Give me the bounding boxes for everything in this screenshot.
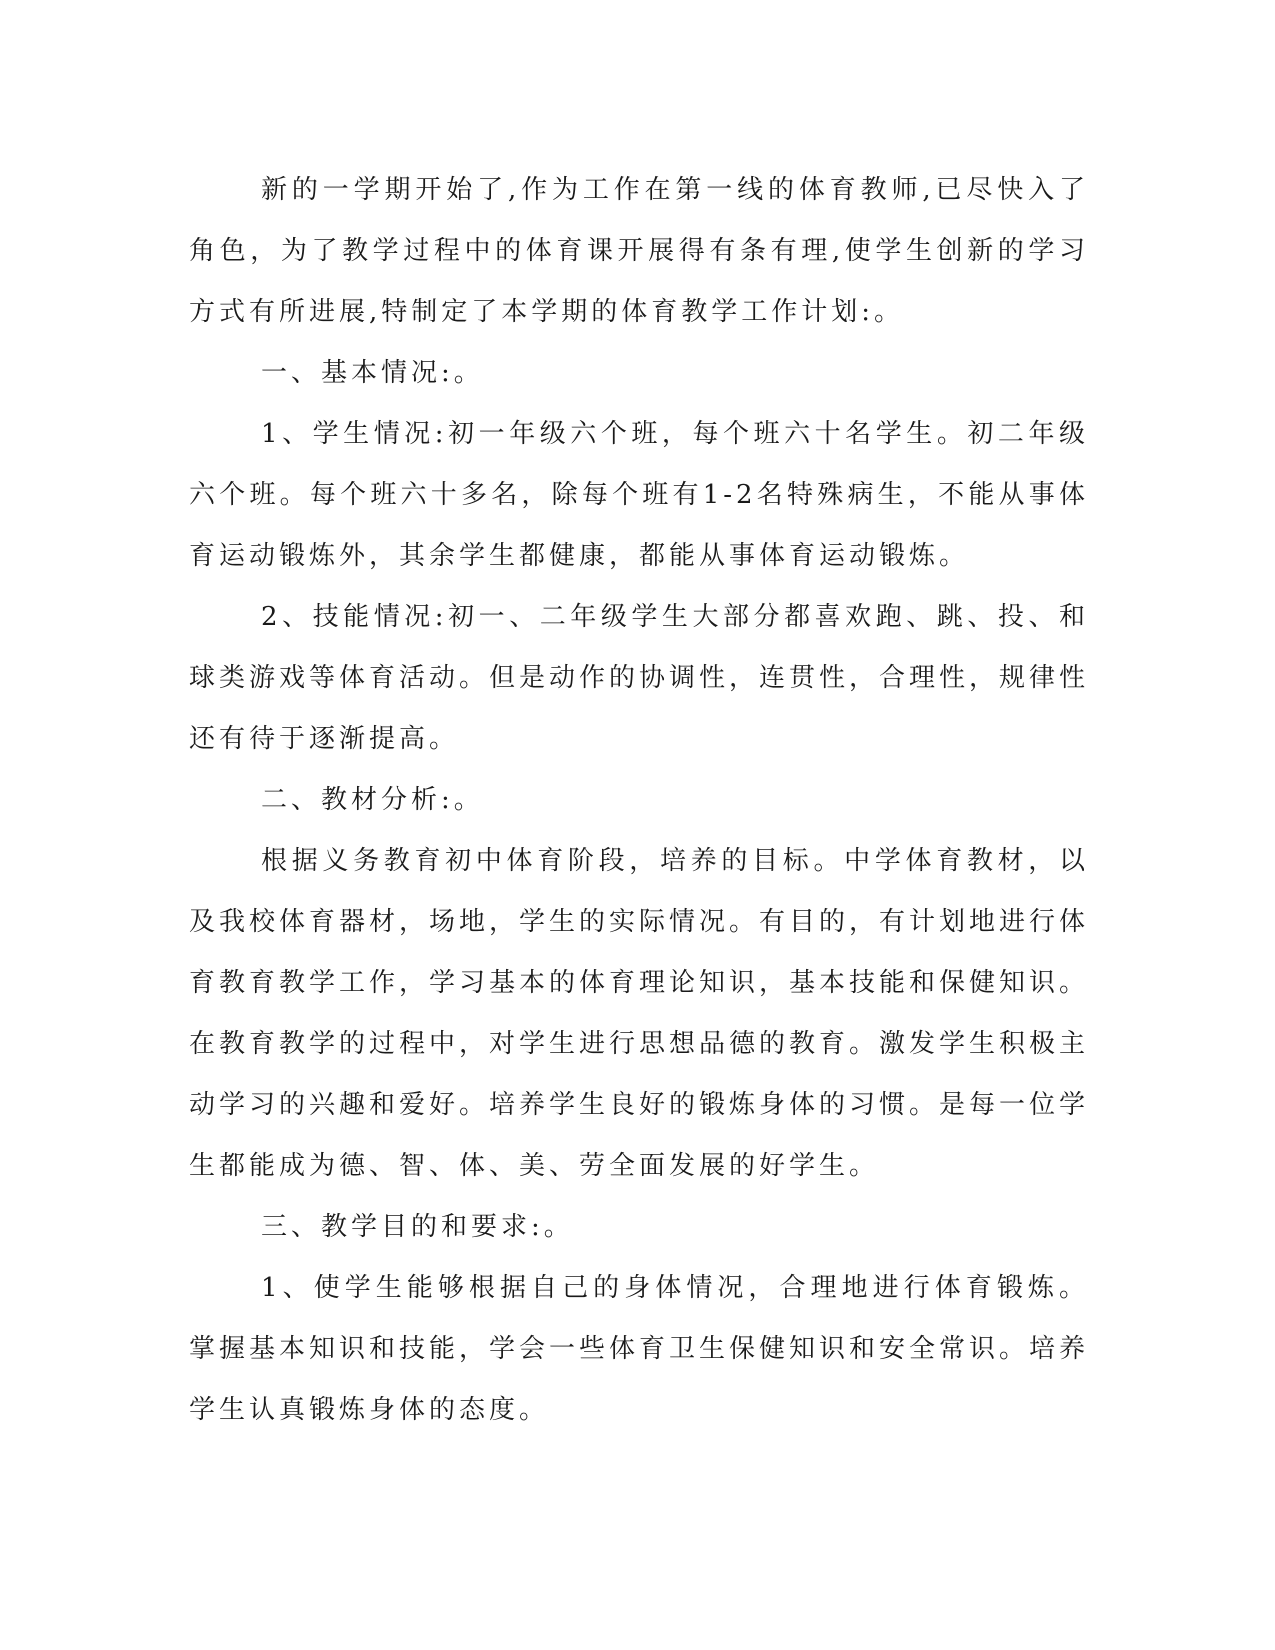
document-body: [189, 160, 1089, 1441]
skill-situation-paragraph: 2、技能情况:初一、二年级学生大部分都喜欢跑、跳、投、和球类游戏等体育活动。但是动作的协调性，连贯性，合理性，规律性还有待于逐渐提高。: [189, 602, 1090, 754]
section-heading-goals-requirements: 三、教学目的和要求:。: [261, 1212, 574, 1242]
textbook-analysis-paragraph: 根据义务教育初中体育阶段，培养的目标。中学体育教材，以及我校体育器材，场地，学生的实际情况。有目的，有计划地进行体育教育教学工作，学习基本的体育理论知识，基本技能和保健知识。在教育教学的过程中，对学生进行思想品德的教育。激发学生积极主动学习的兴趣和爱好。培养学生良好的锻炼身体的习惯。是每一位学生都能成为德、智、体、美、劳全面发展的好学生。: [189, 846, 1090, 1181]
section-heading-basic-situation: 一、基本情况:。: [261, 358, 484, 388]
goal-item-1-paragraph: 1、使学生能够根据自己的身体情况，合理地进行体育锻炼。掌握基本知识和技能，学会一些体育卫生保健知识和安全常识。培养学生认真锻炼身体的态度。: [189, 1273, 1090, 1425]
intro-paragraph: 新的一学期开始了,作为工作在第一线的体育教师,已尽快入了角色，为了教学过程中的体育课开展得有条有理,使学生创新的学习方式有所进展,特制定了本学期的体育教学工作计划:。: [189, 175, 1089, 327]
section-heading-textbook-analysis: 二、教材分析:。: [261, 785, 484, 815]
student-situation-paragraph: 1、学生情况:初一年级六个班，每个班六十名学生。初二年级六个班。每个班六十多名，除每个班有1-2名特殊病生，不能从事体育运动锻炼外，其余学生都健康，都能从事体育运动锻炼。: [189, 419, 1089, 571]
